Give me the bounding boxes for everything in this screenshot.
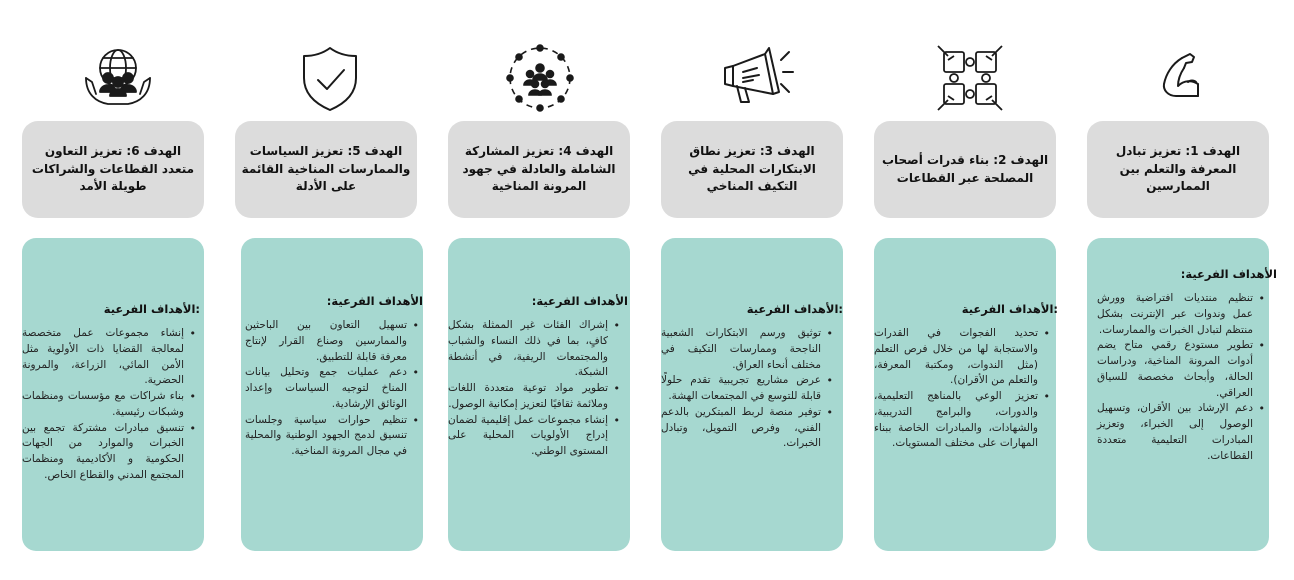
goal-4-subgoals-card: [448, 238, 630, 551]
goal-6-subgoal-item: • تنسيق مبادرات مشتركة تجمع بين الخبرات والموارد من الجهات الحكومية و الأكاديمية ومنظمات المجتمع المدني والقطاع الخاص.: [22, 421, 184, 484]
goal-5-heading: الهدف 5: تعزيز السياسات والممارسات المناخية القائمة على الأدلة: [235, 121, 417, 218]
goal-6-subgoal-item: • بناء شراكات مع مؤسسات ومنظمات وشبكات رئيسية.: [22, 389, 184, 421]
goal-3-subgoals-title: :الأهداف الفرعية: [746, 302, 843, 316]
goal-6-subgoals-title: :الأهداف الفرعية: [103, 302, 200, 316]
megaphone-icon: [717, 38, 797, 118]
goal-2-subgoals-title: :الأهداف الفرعية: [961, 302, 1058, 316]
goal-2-heading: الهدف 2: بناء قدرات أصحاب المصلحة عبر القطاعات: [874, 121, 1056, 218]
goal-1-subgoals-card: [1087, 238, 1277, 551]
community-network-icon: [500, 38, 580, 118]
goal-4-subgoal-item: • إشراك الفئات غير الممثلة بشكل كافٍ، بما في ذلك النساء والشباب والمجتمعات الريفية، في أنشطة الشبكة.: [448, 318, 608, 381]
goal-3-subgoals-card: [661, 238, 843, 551]
goal-1-subgoal-item: • تنظيم منتديات افتراضية وورش عمل وندوات عبر الإنترنت بشكل منتظم لتبادل الخبرات والممارسات.: [1097, 291, 1253, 338]
globe-hands-people-icon: [78, 38, 158, 118]
goal-6-subgoal-item: • إنشاء مجموعات عمل متخصصة لمعالجة القضايا ذات الأولوية مثل الأمن المائي، الزراعة، والمرونة الحضرية.: [22, 326, 184, 389]
goal-1-subgoals-title: الأهداف الفرعية:: [1180, 267, 1277, 281]
goal-3-subgoal-item: • عرض مشاريع تجريبية تقدم حلولًا قابلة للتوسع في المجتمعات الهشة.: [661, 373, 821, 405]
goal-5-subgoals-card: [241, 238, 423, 551]
flexed-arm-icon: [1142, 38, 1222, 118]
goal-4-heading: الهدف 4: تعزيز المشاركة الشاملة والعادلة في جهود المرونة المناخية: [448, 121, 630, 218]
goal-4-subgoals-title: الأهداف الفرعية:: [531, 294, 628, 308]
goal-4-subgoal-item: • تطوير مواد توعية متعددة اللغات وملائمة ثقافيًا لتعزيز إمكانية الوصول.: [448, 381, 608, 413]
goal-1-heading: الهدف 1: تعزيز تبادل المعرفة والتعلم بين الممارسين: [1087, 121, 1269, 218]
goal-2-subgoals-card: [874, 238, 1056, 551]
puzzle-hands-icon: [930, 38, 1010, 118]
goal-5-subgoals-title: الأهداف الفرعية:: [326, 294, 423, 308]
goal-5-subgoal-item: • تسهيل التعاون بين الباحثين والممارسين وصناع القرار لإنتاج معرفة قابلة للتطبيق.: [245, 318, 407, 365]
goal-6-subgoals-card: [22, 238, 204, 551]
goal-3-subgoal-item: • توثيق ورسم الابتكارات الشعبية الناجحة وممارسات التكيف في مختلف أنحاء العراق.: [661, 326, 821, 373]
goal-1-subgoal-item: • دعم الإرشاد بين الأقران، وتسهيل الوصول إلى الخبراء، وتعزيز المبادرات التعليمية متعددة القطاعات.: [1097, 401, 1253, 464]
goal-4-subgoal-item: • إنشاء مجموعات عمل إقليمية لضمان إدراج الأولويات المحلية على المستوى الوطني.: [448, 413, 608, 460]
goal-2-subgoal-item: • تحديد الفجوات في القدرات والاستجابة لها من خلال فرص التعلم (مثل الندوات، ومكتبة المعرفة، والتعلم من الأقران).: [874, 326, 1038, 389]
goal-1-subgoal-item: • تطوير مستودع رقمي متاح يضم أدوات المرونة المناخية، ودراسات الحالة، وأبحاث مخصصة للسياق العراقي.: [1097, 338, 1253, 401]
goal-5-subgoal-item: • تنظيم حوارات سياسية وجلسات تنسيق لدمج الجهود الوطنية والمحلية في مجال المرونة المناخية.: [245, 413, 407, 460]
goal-3-subgoal-item: • توفير منصة لربط المبتكرين بالدعم الفني، وفرص التمويل، وتبادل الخبرات.: [661, 405, 821, 452]
goal-6-heading: الهدف 6: تعزيز التعاون متعدد القطاعات والشراكات طويلة الأمد: [22, 121, 204, 218]
goal-5-subgoal-item: • دعم عمليات جمع وتحليل بيانات المناخ لتوجيه السياسات وإعداد الوثائق الإرشادية.: [245, 365, 407, 412]
shield-check-icon: [290, 38, 370, 118]
goal-3-heading: الهدف 3: تعزيز نطاق الابتكارات المحلية في التكيف المناخي: [661, 121, 843, 218]
goal-2-subgoal-item: • تعزيز الوعي بالمناهج التعليمية، والدورات، والبرامج التدريبية، والشهادات، والمبادرات الخاصة ببناء المهارات على مختلف المستويات.: [874, 389, 1038, 452]
